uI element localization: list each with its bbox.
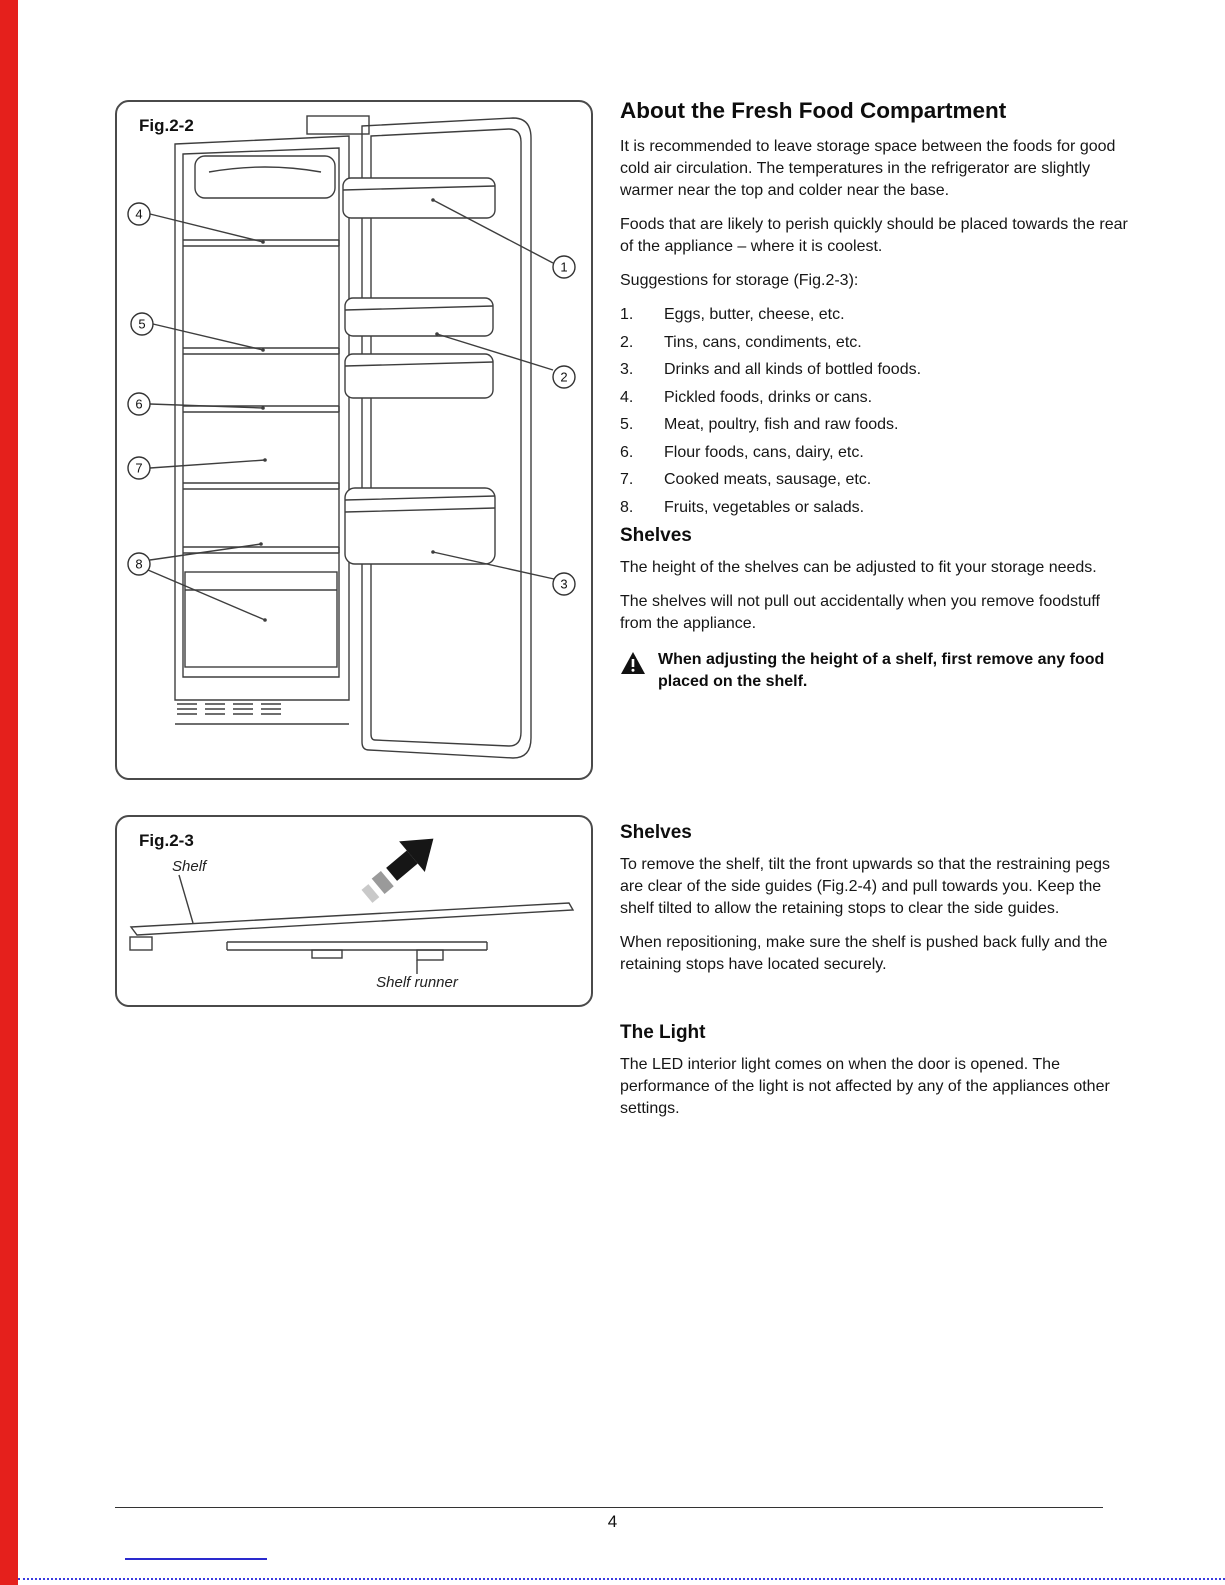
shelf-slab <box>131 903 573 935</box>
list-text: Pickled foods, drinks or cans. <box>664 388 873 406</box>
callout-2-label: 2 <box>560 369 568 385</box>
shelves-removal-paragraph: To remove the shelf, tilt the front upwards so that the restraining pegs are clear of the side guides (Fig.2-4) and pull towards you. Keep the shelf tilted to allow the retaining stops to clear the side guides. <box>620 856 1111 917</box>
figure-2-2-label: Fig.2-2 <box>139 116 194 135</box>
list-number: 3. <box>620 361 634 378</box>
footer-rule <box>115 1507 1103 1508</box>
list-text: Tins, cans, condiments, etc. <box>664 333 862 351</box>
shelves-paragraph-pullout: The shelves will not pull out accidentally when you remove foodstuff from the appliance. <box>620 592 1100 632</box>
callout-1-label: 1 <box>560 259 568 275</box>
list-item <box>620 414 1132 436</box>
shelf-left-bracket <box>130 937 152 950</box>
callout-8 <box>128 553 150 575</box>
list-item <box>620 332 1132 354</box>
scan-blue-mark <box>125 1558 267 1560</box>
shelves-removal-heading: Shelves <box>620 822 692 843</box>
list-text: Meat, poultry, fish and raw foods. <box>664 416 899 433</box>
shelf-label-leader <box>179 875 193 923</box>
list-item <box>620 497 1132 519</box>
fridge-top-panel <box>195 156 335 198</box>
list-number: 4. <box>620 388 634 406</box>
list-text: Fruits, vegetables or salads. <box>664 498 865 516</box>
list-item <box>620 442 1132 464</box>
list-number: 5. <box>620 416 634 433</box>
figure-2-2 <box>115 100 593 780</box>
callout-4-label: 4 <box>135 206 143 222</box>
paragraph-circulation: It is recommended to leave storage space between the foods for good cold air circulation. The temperatures in the refrigerator are slightly warmer near the top and colder near the base. <box>620 138 1116 199</box>
door-bins <box>343 178 495 564</box>
callout-5-label: 5 <box>138 316 146 332</box>
light-paragraph: The LED interior light comes on when the door is opened. The performance of the light is not affected by any of the appliances other settings. <box>620 1056 1110 1117</box>
callout-3 <box>553 573 575 595</box>
shelf-label: Shelf <box>172 858 207 875</box>
callout-8-label: 8 <box>135 556 143 572</box>
page-title: About the Fresh Food Compartment <box>620 98 1007 123</box>
storage-suggestions-list <box>620 304 1132 519</box>
figure-2-3-label: Fig.2-3 <box>139 831 194 850</box>
scan-dotted-edge <box>18 1578 1225 1580</box>
list-number: 1. <box>620 306 634 323</box>
content-column-bottom <box>620 822 1132 1132</box>
bottom-grille <box>175 704 349 724</box>
list-number: 8. <box>620 498 634 516</box>
list-item <box>620 359 1132 381</box>
warning-text: When adjusting the height of a shelf, first remove any food placed on the shelf. <box>658 650 1105 690</box>
list-text: Flour foods, cans, dairy, etc. <box>664 443 864 461</box>
callout-2 <box>553 366 575 388</box>
callout-6-label: 6 <box>135 396 143 412</box>
callout-6 <box>128 393 150 415</box>
fridge-shelves <box>183 240 339 553</box>
list-item <box>620 469 1132 491</box>
list-item <box>620 304 1132 326</box>
warning-icon <box>620 651 646 675</box>
callout-7-label: 7 <box>135 460 143 476</box>
list-text: Drinks and all kinds of bottled foods. <box>664 361 922 378</box>
suggestions-intro: Suggestions for storage (Fig.2-3): <box>620 272 859 289</box>
figure-2-3 <box>115 815 593 1007</box>
warning-note <box>620 649 1132 693</box>
shelves-reposition-paragraph: When repositioning, make sure the shelf is pushed back fully and the retaining stops have located securely. <box>620 934 1108 973</box>
list-number: 2. <box>620 333 634 351</box>
shelf-runner-label: Shelf runner <box>376 974 458 991</box>
list-text: Cooked meats, sausage, etc. <box>664 471 872 488</box>
scan-edge-strip <box>0 0 18 1585</box>
list-number: 7. <box>620 471 634 488</box>
list-text: Eggs, butter, cheese, etc. <box>664 306 845 323</box>
callout-1 <box>553 256 575 278</box>
light-heading: The Light <box>620 1022 706 1043</box>
shelves-paragraph-adjust: The height of the shelves can be adjusted to fit your storage needs. <box>620 558 1097 576</box>
shelf-runner-shape <box>227 942 487 960</box>
callout-3-label: 3 <box>560 576 568 592</box>
page-number: 4 <box>607 1512 618 1531</box>
fridge-cabinet-outline <box>175 136 349 700</box>
callout-4 <box>128 203 150 225</box>
tilt-arrow-icon <box>353 823 446 910</box>
fridge-top-panel-curve <box>209 167 321 172</box>
shelves-heading: Shelves <box>620 524 692 546</box>
content-column-top <box>620 98 1132 693</box>
list-item <box>620 387 1132 409</box>
list-number: 6. <box>620 443 634 461</box>
callout-5 <box>131 313 153 335</box>
fridge-door-inner-line <box>371 129 521 746</box>
refrigerator-diagram <box>117 102 591 778</box>
crisper-drawer <box>185 572 337 667</box>
callout-7 <box>128 457 150 479</box>
door-hinge-cover <box>307 116 369 134</box>
paragraph-perishables: Foods that are likely to perish quickly should be placed towards the rear of the appliance – where it is coolest. <box>620 216 1128 255</box>
